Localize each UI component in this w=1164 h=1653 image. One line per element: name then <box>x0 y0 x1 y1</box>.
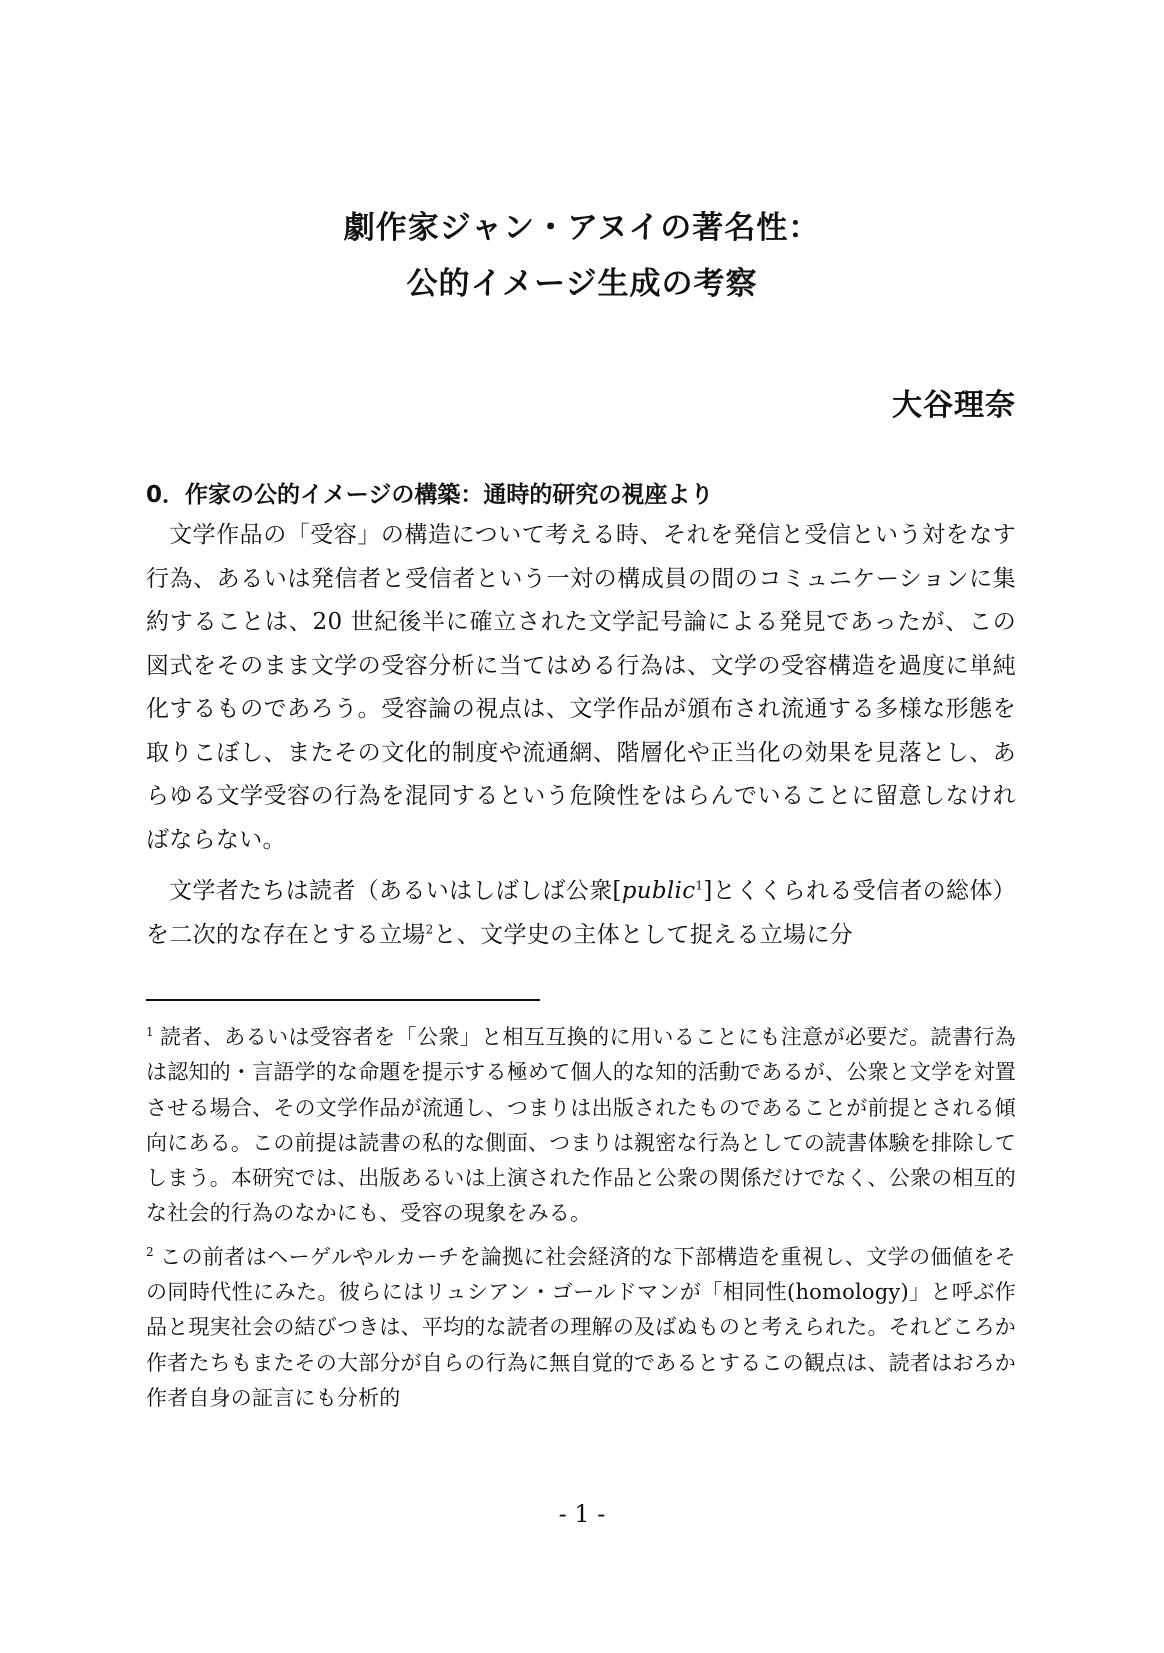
author-name: 大谷理奈 <box>892 388 1016 423</box>
footnote-1-number: 1 <box>146 1025 154 1039</box>
public-term: public <box>621 878 696 904</box>
paper-title <box>0 200 1164 312</box>
footnote-ref-1[interactable]: 1 <box>695 878 704 893</box>
footnote-2-text: この前者はヘーゲルやルカーチを論拠に社会経済的な下部構造を重視し、文学の価値をその同時代性にみた。彼らにはリュシアン・ゴールドマンが「相同性(homology)」と呼ぶ作品と現実社会の結びつきは、平均的な読者の理解の及ばぬものと考えられた。それどころか作者たちもまたその大部分が自らの行為に無自覚的であるとするこの観点は、読者はおろか作者自身の証言にも分析的 <box>146 1244 1016 1410</box>
footnote-2 <box>146 1240 1016 1416</box>
title-line-2: 公的イメージ生成の考察 <box>406 266 758 302</box>
paragraph-2-part-a: 文学者たちは読者（あるいはしばしば公衆[ <box>169 878 622 904</box>
body-text <box>146 514 1016 957</box>
footnote-1 <box>146 1020 1016 1232</box>
footnotes <box>146 1020 1016 1416</box>
section-heading: 0．作家の公的イメージの構築：通時的研究の視座より <box>146 482 714 508</box>
footnote-divider <box>146 999 540 1001</box>
page-number: - 1 - <box>558 1500 606 1528</box>
paragraph-2 <box>146 870 1016 957</box>
footnote-ref-2[interactable]: 2 <box>425 921 434 936</box>
paragraph-2-part-c: と、文学史の主体として捉える立場に分 <box>433 921 853 948</box>
footnote-2-number: 2 <box>146 1244 154 1259</box>
title-line-1: 劇作家ジャン・アヌイの著名性： <box>343 210 821 246</box>
footnote-1-text: 読者、あるいは受容者を「公衆」と相互互換的に用いることにも注意が必要だ。読書行為は認知的・言語学的な命題を提示する極めて個人的な知的活動であるが、公衆と文学を対置させる場合、その文学作品が流通し、つまりは出版されたものであることが前提とされる傾向にある。この前提は読書の私的な側面、つまりは親密な行為としての読書体験を排除してしまう。本研究では、出版あるいは上演された作品と公衆の関係だけでなく、公衆の相互的な社会的行為のなかにも、受容の現象をみる。 <box>146 1025 1016 1226</box>
paragraph-1: 文学作品の「受容」の構造について考える時、それを発信と受信という対をなす行為、あるいは発信者と受信者という一対の構成員の間のコミュニケーションに集約することは、20 世紀後半に確立された文学記号論による発見であったが、この図式をそのまま文学の受容分析に当てはめる行為は、文学の受容構造を過度に単純化するものであろう。受容論の視点は、文学作品が頒布され流通する多様な形態を取りこぼし、またその文化的制度や流通網、階層化や正当化の効果を見落とし、あらゆる文学受容の行為を混同するという危険性をはらんでいることに留意しなければならない。 <box>146 522 1016 853</box>
paragraph-2-part-b: ]とくくられる受信者の総体）を二次的な存在とする立場 <box>146 878 1016 948</box>
